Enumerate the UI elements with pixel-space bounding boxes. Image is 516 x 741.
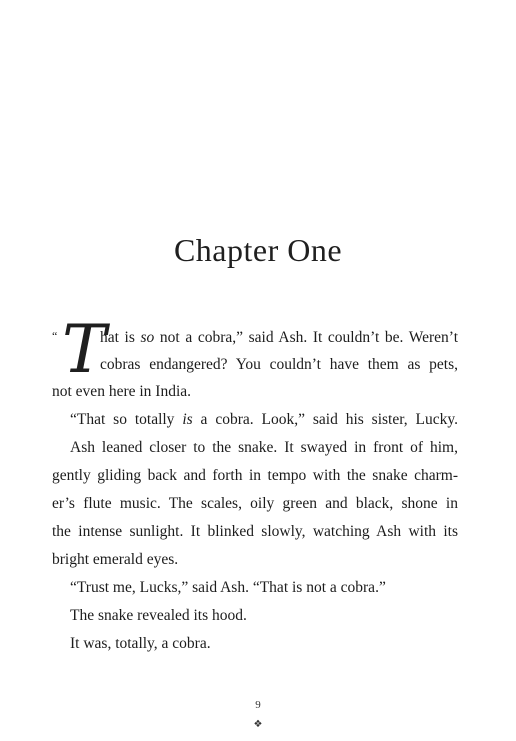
line-4-text: “That so totally is a cobra. Look,” said his sister, Lucky.	[70, 411, 458, 428]
paragraph-line-11: The snake revealed its hood.	[70, 607, 247, 624]
emphasis-is: is	[182, 411, 193, 428]
paragraph-line-5: Ash leaned closer to the snake. It swayed in front of him,	[70, 439, 458, 456]
paragraph-line-7: er’s flute music. The scales, oily green and black, shone in	[52, 495, 458, 512]
paragraph-line-2: cobras endangered? You couldn’t have them as pets,	[100, 356, 458, 373]
paragraph-line-9: bright emerald eyes.	[52, 551, 179, 568]
paragraph-line-3: not even here in India.	[52, 383, 192, 400]
drop-cap-letter: T	[62, 311, 107, 388]
page-number: 9	[255, 699, 261, 711]
ornament-icon: ❖	[253, 719, 263, 730]
line-1-text: hat is so not a cobra,” said Ash. It couldn’t be. Weren’t	[100, 329, 458, 346]
emphasis-so: so	[140, 329, 155, 346]
paragraph-line-6: gently gliding back and forth in tempo with the snake charm-	[52, 467, 458, 484]
paragraph-line-4	[70, 411, 458, 429]
chapter-title: Chapter One	[173, 232, 343, 268]
paragraph-line-12: It was, totally, a cobra.	[70, 635, 211, 652]
paragraph-line-10: “Trust me, Lucks,” said Ash. “That is not a cobra.”	[70, 579, 386, 596]
paragraph-line-8: the intense sunlight. It blinked slowly, watching Ash with its	[52, 523, 458, 540]
paragraph-line-1	[100, 329, 458, 347]
opening-quote-mark: “	[52, 329, 58, 343]
